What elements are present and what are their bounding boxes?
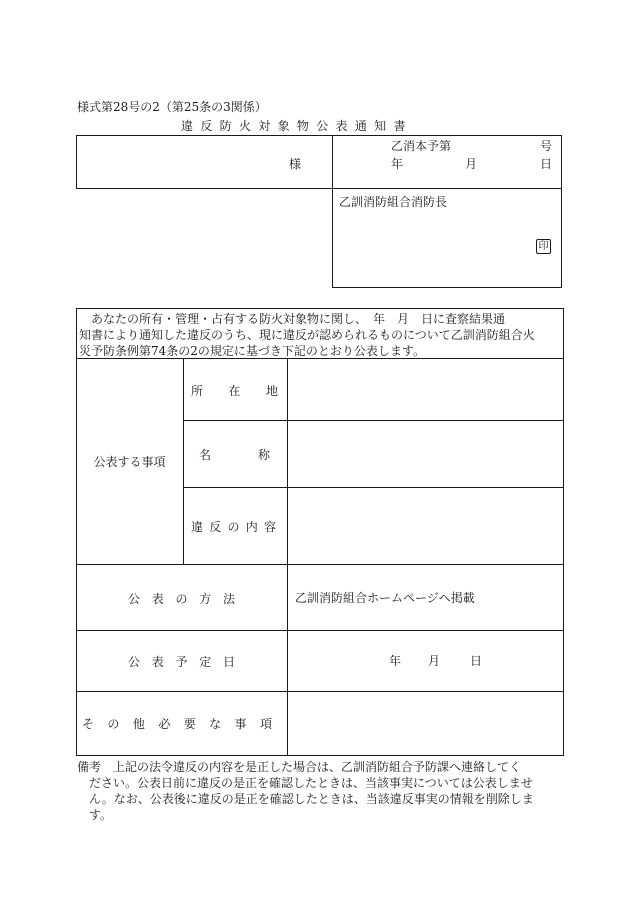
scheduled-label: 公 表 予 定 日 (128, 655, 235, 669)
sender-name: 乙訓消防組合消防長 (339, 195, 448, 209)
seal-mark: 印 (536, 239, 551, 254)
row-line (183, 420, 564, 421)
column-line (287, 358, 288, 756)
issue-month: 月 (465, 157, 478, 171)
recipient-suffix: 様 (289, 157, 302, 171)
method-value: 乙訓消防組合ホームページへ掲載 (295, 591, 475, 605)
issue-day: 日 (540, 157, 553, 171)
remarks: 備考 上記の法令違反の内容を是正した場合は、乙訓消防組合予防課へ連絡してく ださい。公表日前に違反の是正を確認したときは、当該事実については公表しませ ん。なお、公表後に違反の是正を確認したときは、当該違反事実の情報を削除しま す。 (77, 760, 534, 822)
other-label: そ の 他 必 要 な 事 項 (82, 717, 272, 731)
issue-year: 年 (391, 157, 404, 171)
doc-number-prefix: 乙消本予第 (391, 139, 452, 153)
form-number: 様式第28号の2（第25条の3関係） (77, 100, 267, 114)
method-label: 公 表 の 方 法 (128, 592, 235, 606)
row-line (76, 630, 564, 631)
violation-label: 違 反 の 内 容 (191, 520, 276, 534)
document-title: 違反防火対象物公表通知書 (181, 119, 413, 133)
row-line (76, 564, 564, 565)
scheduled-year: 年 (389, 654, 402, 668)
public-items-label: 公表する事項 (93, 454, 166, 469)
scheduled-day: 日 (470, 654, 483, 668)
location-label: 所 在 地 (191, 384, 278, 398)
intro-text: あなたの所有・管理・占有する防火対象物に関し、 年 月 日に査察結果通 知書により通知した違反のうち、現に違反が認められるものについて乙訓消防組合火 災予防条例第74条の2の規定に基づき下記のとおり公表します。 (79, 312, 535, 358)
row-line (183, 487, 564, 488)
row-line (76, 691, 564, 692)
doc-number-suffix: 号 (540, 139, 553, 153)
name-label: 名 称 (199, 448, 270, 462)
column-line (183, 358, 184, 564)
scheduled-month: 月 (428, 654, 441, 668)
recipient-box (76, 135, 562, 189)
